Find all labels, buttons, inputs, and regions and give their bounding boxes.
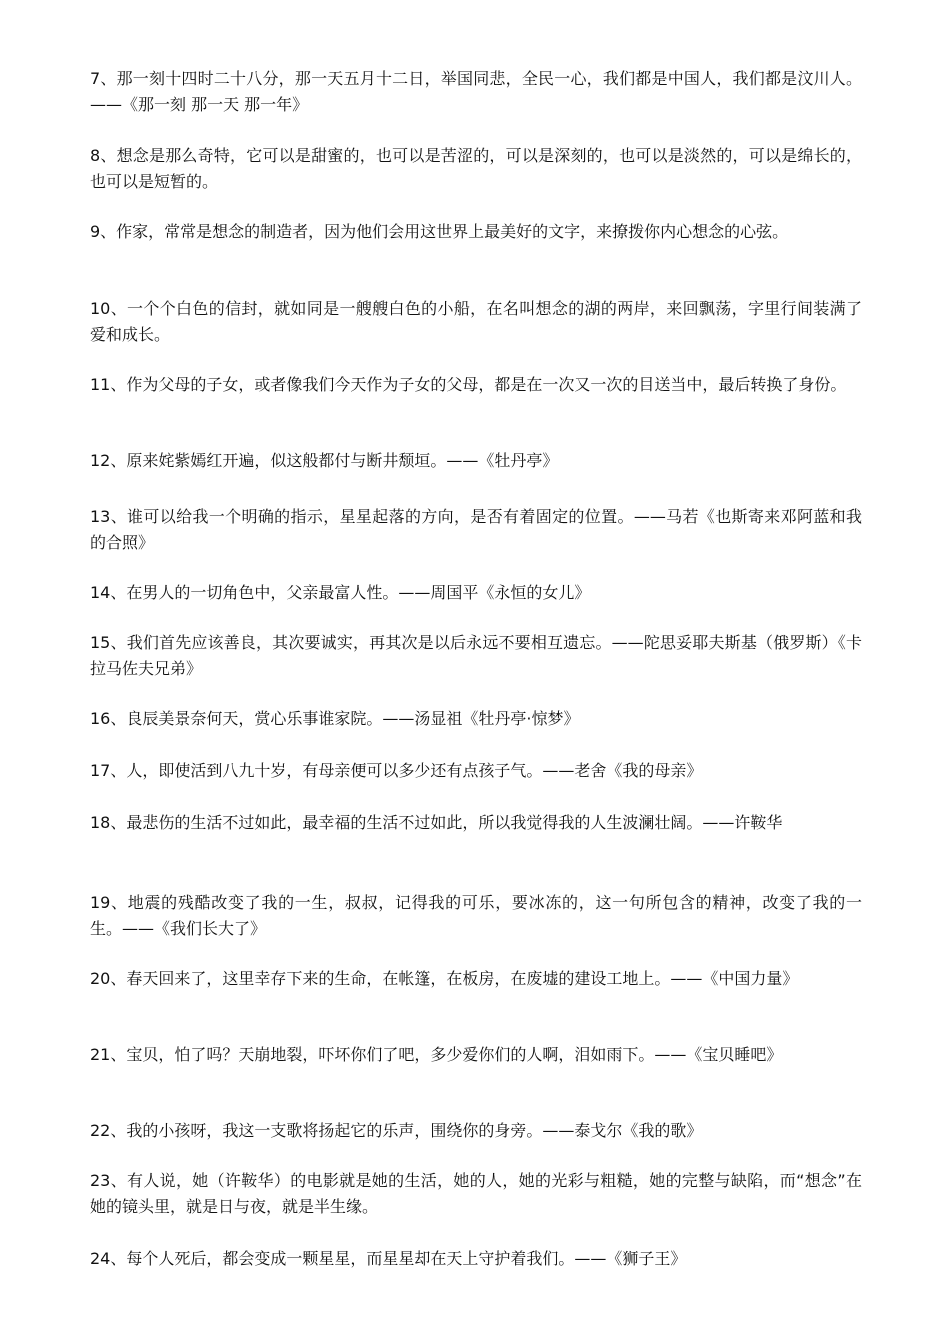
quote-entry-19: 19、地震的残酷改变了我的一生，叔叔，记得我的可乐，要冰冻的，这一句所包含的精神，改变了我的一生。——《我们长大了》 [90,893,862,938]
quote-entry-7: 7、那一刻十四时二十八分，那一天五月十二日，举国同悲，全民一心，我们都是中国人，我们都是汶川人。——《那一刻 那一天 那一年》 [90,69,862,114]
quote-entry-14: 14、在男人的一切角色中，父亲最富人性。——周国平《永恒的女儿》 [90,583,591,602]
quote-entry-23: 23、有人说，她（许鞍华）的电影就是她的生活，她的人，她的光彩与粗糙，她的完整与缺陷，而“想念”在她的镜头里，就是日与夜，就是半生缘。 [90,1171,862,1216]
quote-entry-16: 16、良辰美景奈何天，赏心乐事谁家院。——汤显祖《牡丹亭·惊梦》 [90,709,580,728]
quote-entry-18: 18、最悲伤的生活不过如此，最幸福的生活不过如此，所以我觉得我的人生波澜壮阔。——许鞍华 [90,813,783,832]
quote-entry-12: 12、原来姹紫嫣红开遍，似这般都付与断井颓垣。——《牡丹亭》 [90,451,559,470]
quote-entry-22: 22、我的小孩呀，我这一支歌将扬起它的乐声，围绕你的身旁。——泰戈尔《我的歌》 [90,1121,703,1140]
quote-entry-9: 9、作家，常常是想念的制造者，因为他们会用这世界上最美好的文字，来撩拨你内心想念的心弦。 [90,222,789,241]
quote-entry-17: 17、人，即使活到八九十岁，有母亲便可以多少还有点孩子气。——老舍《我的母亲》 [90,761,703,780]
quote-entry-13: 13、谁可以给我一个明确的指示，星星起落的方向，是否有着固定的位置。——马若《也斯寄来邓阿蓝和我的合照》 [90,507,862,552]
quote-entry-20: 20、春天回来了，这里幸存下来的生命，在帐篷，在板房，在废墟的建设工地上。——《中国力量》 [90,969,799,988]
quote-entry-21: 21、宝贝，怕了吗？天崩地裂，吓坏你们了吧，多少爱你们的人啊，泪如雨下。——《宝贝睡吧》 [90,1045,783,1064]
quote-entry-8: 8、想念是那么奇特，它可以是甜蜜的，也可以是苦涩的，可以是深刻的，也可以是淡然的，可以是绵长的，也可以是短暂的。 [90,146,862,191]
quote-entry-24: 24、每个人死后，都会变成一颗星星，而星星却在天上守护着我们。——《狮子王》 [90,1249,687,1268]
quote-entry-11: 11、作为父母的子女，或者像我们今天作为子女的父母，都是在一次又一次的目送当中，最后转换了身份。 [90,375,847,394]
quote-entry-10: 10、一个个白色的信封，就如同是一艘艘白色的小船，在名叫想念的湖的两岸，来回飘荡，字里行间装满了爱和成长。 [90,299,862,344]
quote-entry-15: 15、我们首先应该善良，其次要诚实，再其次是以后永远不要相互遗忘。——陀思妥耶夫斯基（俄罗斯）《卡拉马佐夫兄弟》 [90,633,862,678]
